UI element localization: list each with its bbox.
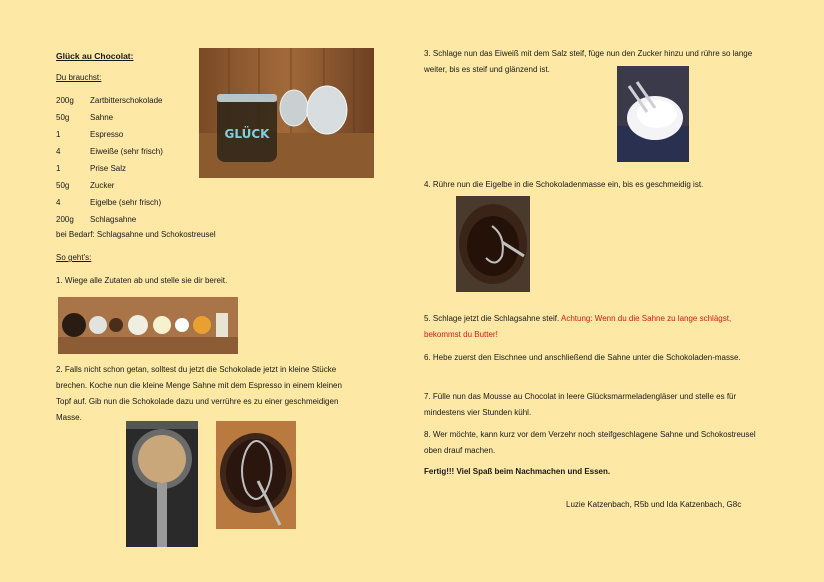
ingredient-row (56, 96, 162, 105)
step-5-text: 5. Schlage jetzt die Schlagsahne steif. (424, 314, 561, 323)
svg-text:GLÜCK: GLÜCK (224, 127, 270, 141)
step-5-warning: Achtung: Wenn du die Sahne zu lange schlägst, bekommst du Butter! (424, 314, 732, 339)
authors: Luzie Katzenbach, R5b und Ida Katzenbach, G8c (566, 500, 742, 509)
ingredient-name: Eiweiße (sehr frisch) (90, 147, 163, 156)
step-4: 4. Rühre nun die Eigelbe in die Schokoladenmasse ein, bis es geschmeidig ist. (424, 180, 704, 189)
ingredient-row (56, 198, 161, 207)
ingredient-row (56, 113, 113, 122)
ingredient-amount: 1 (56, 130, 61, 139)
steps-heading: So geht's: (56, 253, 92, 262)
ingredient-name: Schlagsahne (90, 215, 137, 224)
ingredient-row (56, 130, 123, 139)
step-6: 6. Hebe zuerst den Eischnee und anschließend die Sahne unter die Schokoladen-masse. (424, 353, 741, 362)
ingredient-amount: 50g (56, 113, 70, 122)
ingredient-amount: 1 (56, 164, 61, 173)
ingredients-heading: Du brauchst: (56, 73, 102, 82)
step-2: 2. Falls nicht schon getan, solltest du jetzt die Schokolade jetzt in kleine Stücke brechen. Koche nun die kleine Menge Sahne mit dem Espresso in einem kleinen Topf auf. Gib nun die Schokolade dazu und verrühre es zu einer geschmeidigen Masse. (56, 365, 342, 422)
ingredient-row (56, 215, 136, 224)
ingredient-row (56, 164, 126, 173)
pot-photo (126, 421, 198, 547)
jar-photo (199, 48, 374, 178)
ingredients-photo (58, 297, 238, 354)
ingredient-amount: 50g (56, 181, 70, 190)
ingredient-name: Zartbitterschokolade (90, 96, 163, 105)
recipe-title: Glück au Chocolat: (56, 51, 134, 61)
ingredient-name: Espresso (90, 130, 124, 139)
chocolate-bowl-photo (216, 421, 296, 529)
ingredient-amount: 4 (56, 198, 61, 207)
ingredient-name: Zucker (90, 181, 115, 190)
optional-ingredients: bei Bedarf: Schlagsahne und Schokostreusel (56, 230, 216, 239)
ingredient-amount: 4 (56, 147, 61, 156)
step-5 (424, 311, 764, 343)
egg-whites-photo (617, 66, 689, 162)
ingredient-name: Eigelbe (sehr frisch) (90, 198, 162, 207)
step-8: 8. Wer möchte, kann kurz vor dem Verzehr noch steifgeschlagene Sahne und Schokostreusel oben drauf machen. (424, 430, 756, 455)
ingredient-row (56, 147, 163, 156)
step-7: 7. Fülle nun das Mousse au Chocolat in leere Glücksmarmeladengläser und stelle es für mindestens vier Stunden kühl. (424, 392, 737, 417)
ingredient-row (56, 181, 114, 190)
ingredient-amount: 200g (56, 96, 74, 105)
step-3: 3. Schlage nun das Eiweiß mit dem Salz steif, füge nun den Zucker hinzu und rühre so lange weiter, bis es steif und glänzend ist. (424, 49, 753, 74)
mixing-bowl-photo (456, 196, 530, 292)
final-note: Fertig!!! Viel Spaß beim Nachmachen und Essen. (424, 467, 611, 476)
step-1: 1. Wiege alle Zutaten ab und stelle sie dir bereit. (56, 276, 228, 285)
ingredient-name: Prise Salz (90, 164, 127, 173)
ingredient-name: Sahne (90, 113, 114, 122)
ingredient-amount: 200g (56, 215, 74, 224)
